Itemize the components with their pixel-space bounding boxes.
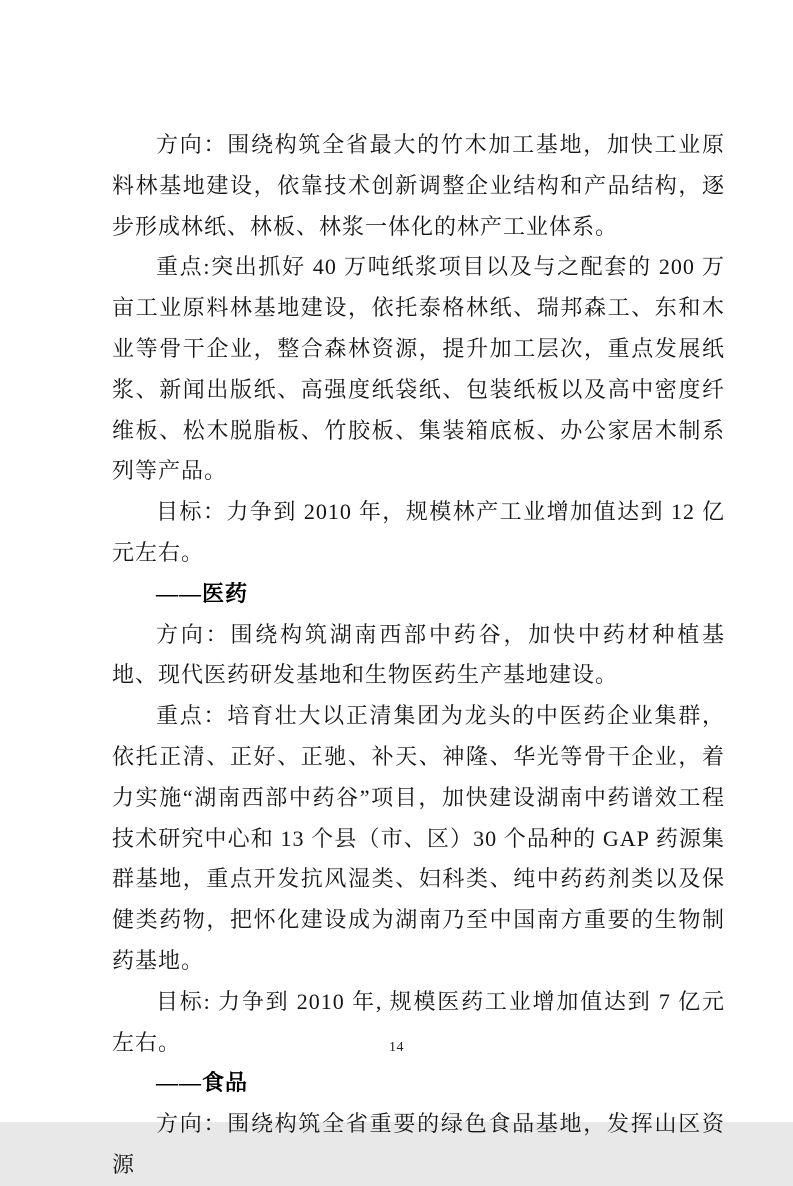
document-body [112, 125, 725, 1186]
paragraph-medicine-direction: 方向：围绕构筑湖南西部中药谷，加快中药材种植基地、现代医药研发基地和生物医药生产基地建设。 [112, 621, 725, 688]
page-footer [0, 1038, 793, 1056]
paragraph-forestry-target: 目标：力争到 2010 年，规模林产工业增加值达到 12 亿元左右。 [112, 499, 725, 565]
paragraph-medicine-focus: 重点：培育壮大以正清集团为龙头的中医药企业集群，依托正清、正好、正驰、补天、神隆、华光等骨干企业，着力实施“湖南西部中药谷”项目，加快建设湖南中药谱效工程技术研究中心和 13 个县（市、区）30 个品种的 GAP 药源集群基地，重点开发抗风湿类、妇科类、纯中药药剂类以及保健类药物，把怀化建设成为湖南乃至中国南方重要的生物制药基地。 [112, 703, 725, 973]
heading-medicine: ——医药 [156, 580, 249, 606]
paragraph-medicine-target: 目标: 力争到 2010 年, 规模医药工业增加值达到 7 亿元左右。 [112, 988, 725, 1055]
paragraph-forestry-focus: 重点:突出抓好 40 万吨纸浆项目以及与之配套的 200 万亩工业原料林基地建设，依托泰格林纸、瑞邦森工、东和木业等骨干企业，整合森林资源，提升加工层次，重点发展纸浆、新闻出版纸、高强度纸袋纸、包装纸板以及高中密度纤维板、松木脱脂板、竹胶板、集装箱底板、办公家居木制系列等产品。 [112, 254, 725, 484]
page-number: 14 [389, 1040, 404, 1055]
paragraph-food-direction: 方向：围绕构筑全省重要的绿色食品基地，发挥山区资源 [112, 1111, 725, 1177]
heading-food: ——食品 [156, 1070, 249, 1096]
paragraph-forestry-direction: 方向：围绕构筑全省最大的竹木加工基地，加快工业原料林基地建设，依靠技术创新调整企业结构和产品结构，逐步形成林纸、林板、林浆一体化的林产工业体系。 [112, 132, 725, 239]
